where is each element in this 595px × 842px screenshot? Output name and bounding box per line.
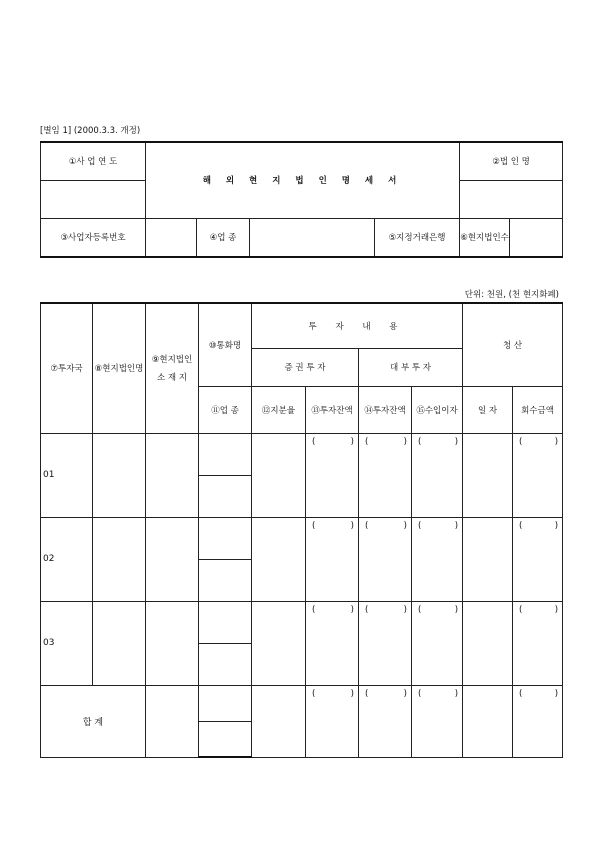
location-cell[interactable]: [146, 685, 199, 757]
recovery-header: 회수금액: [513, 386, 563, 433]
paren-open: (: [418, 436, 422, 447]
paren-open: (: [519, 688, 523, 699]
business-year-label: ①사 업 연 도: [41, 142, 146, 180]
currency-cell[interactable]: [199, 433, 252, 475]
reg-no-value[interactable]: [146, 218, 197, 257]
industry-header: ⑪업 종: [199, 386, 252, 433]
share-ratio-cell[interactable]: [252, 517, 306, 601]
location-cell[interactable]: [146, 433, 199, 517]
paren-close: ): [554, 520, 559, 531]
row-label: 01: [41, 433, 93, 517]
interest-header: ⑮수입이자: [412, 386, 463, 433]
paren-open: (: [312, 604, 316, 615]
paren-close: ): [554, 604, 559, 615]
count-value[interactable]: [510, 218, 563, 257]
business-year-value[interactable]: [41, 180, 146, 218]
local-name-cell[interactable]: [93, 601, 146, 685]
industry-value[interactable]: [250, 218, 375, 257]
location-cell[interactable]: [146, 601, 199, 685]
document-note: [별임 1] (2000.3.3. 개정): [40, 126, 141, 136]
date-cell[interactable]: [463, 433, 513, 517]
corp-name-value[interactable]: [460, 180, 563, 218]
country-header: ⑦투자국: [41, 303, 93, 433]
date-cell[interactable]: [463, 601, 513, 685]
date-cell[interactable]: [463, 685, 513, 757]
loan-balance-header: ⑭투자잔액: [359, 386, 412, 433]
paren-open: (: [365, 520, 369, 531]
corp-name-label: ②법 인 명: [460, 142, 563, 180]
reg-no-label: ③사업자등록번호: [41, 218, 146, 257]
invest-balance-cell[interactable]: [306, 685, 359, 757]
loan-balance-cell[interactable]: [359, 601, 412, 685]
paren-close: ): [454, 604, 459, 615]
paren-close: ): [350, 436, 354, 447]
paren-close: ): [454, 688, 459, 699]
local-name-cell[interactable]: [93, 517, 146, 601]
location-cell[interactable]: [146, 517, 199, 601]
currency-header: ⑩통화명: [199, 303, 252, 386]
loan-balance-cell[interactable]: [359, 685, 412, 757]
interest-cell[interactable]: [412, 517, 463, 601]
industry-label: ④업 종: [197, 218, 250, 257]
row-label: 02: [41, 517, 93, 601]
count-label: ⑥현지법인수: [460, 218, 510, 257]
paren-close: ): [350, 520, 354, 531]
bank-label: ⑤지정거래은행: [375, 218, 460, 257]
paren-close: ): [554, 688, 559, 699]
location-header-line1: ⑨현지법인: [151, 355, 193, 366]
loan-balance-cell[interactable]: [359, 433, 412, 517]
invest-balance-cell[interactable]: [306, 601, 359, 685]
currency-cell[interactable]: [199, 517, 252, 559]
share-ratio-header: ⑫지분율: [252, 386, 306, 433]
paren-close: ): [350, 688, 354, 699]
paren-open: (: [418, 604, 422, 615]
paren-open: (: [312, 688, 316, 699]
interest-cell[interactable]: [412, 601, 463, 685]
paren-close: ): [454, 520, 459, 531]
date-cell[interactable]: [463, 517, 513, 601]
recovery-cell[interactable]: [513, 601, 563, 685]
paren-open: (: [519, 436, 523, 447]
recovery-cell[interactable]: [513, 517, 563, 601]
share-ratio-cell[interactable]: [252, 685, 306, 757]
paren-close: ): [350, 604, 354, 615]
paren-open: (: [519, 520, 523, 531]
location-header: [146, 303, 199, 433]
loan-balance-cell[interactable]: [359, 517, 412, 601]
detail-table: [40, 302, 563, 758]
paren-open: (: [365, 688, 369, 699]
currency-cell[interactable]: [199, 601, 252, 643]
invest-balance-header: ⑬투자잔액: [306, 386, 359, 433]
investment-header: 투 자 내 용: [252, 303, 463, 348]
top-info-table: [40, 141, 563, 258]
paren-open: (: [519, 604, 523, 615]
share-ratio-cell[interactable]: [252, 601, 306, 685]
invest-balance-cell[interactable]: [306, 517, 359, 601]
paren-close: ): [554, 436, 559, 447]
paren-open: (: [365, 604, 369, 615]
location-header-line2: 소 재 지: [156, 373, 188, 384]
industry-cell[interactable]: [199, 475, 252, 517]
interest-cell[interactable]: [412, 433, 463, 517]
paren-open: (: [312, 436, 316, 447]
paren-close: ): [403, 604, 407, 615]
local-name-header: ⑧현지법인명: [93, 303, 146, 433]
interest-cell[interactable]: [412, 685, 463, 757]
invest-balance-cell[interactable]: [306, 433, 359, 517]
paren-close: ): [454, 436, 459, 447]
total-label: 합 계: [41, 685, 146, 757]
equity-header: 증 권 투 자: [252, 348, 359, 386]
industry-cell[interactable]: [199, 559, 252, 601]
row-label: 03: [41, 601, 93, 685]
loan-header: 대 부 투 자: [359, 348, 463, 386]
recovery-cell[interactable]: [513, 433, 563, 517]
paren-close: ): [403, 688, 407, 699]
page-title: 해 외 현 지 법 인 명 세 서: [146, 142, 460, 218]
unit-note: 단위: 천원, (천 현지화폐): [464, 290, 559, 300]
paren-open: (: [418, 520, 422, 531]
paren-open: (: [365, 436, 369, 447]
paren-close: ): [403, 436, 407, 447]
paren-close: ): [403, 520, 407, 531]
liquidation-header: 청 산: [463, 303, 563, 386]
paren-open: (: [418, 688, 422, 699]
paren-open: (: [312, 520, 316, 531]
industry-cell[interactable]: [199, 643, 252, 685]
date-header: 일 자: [463, 386, 513, 433]
currency-cell[interactable]: [199, 685, 252, 721]
local-name-cell[interactable]: [93, 433, 146, 517]
share-ratio-cell[interactable]: [252, 433, 306, 517]
recovery-cell[interactable]: [513, 685, 563, 757]
industry-cell[interactable]: [199, 721, 252, 757]
